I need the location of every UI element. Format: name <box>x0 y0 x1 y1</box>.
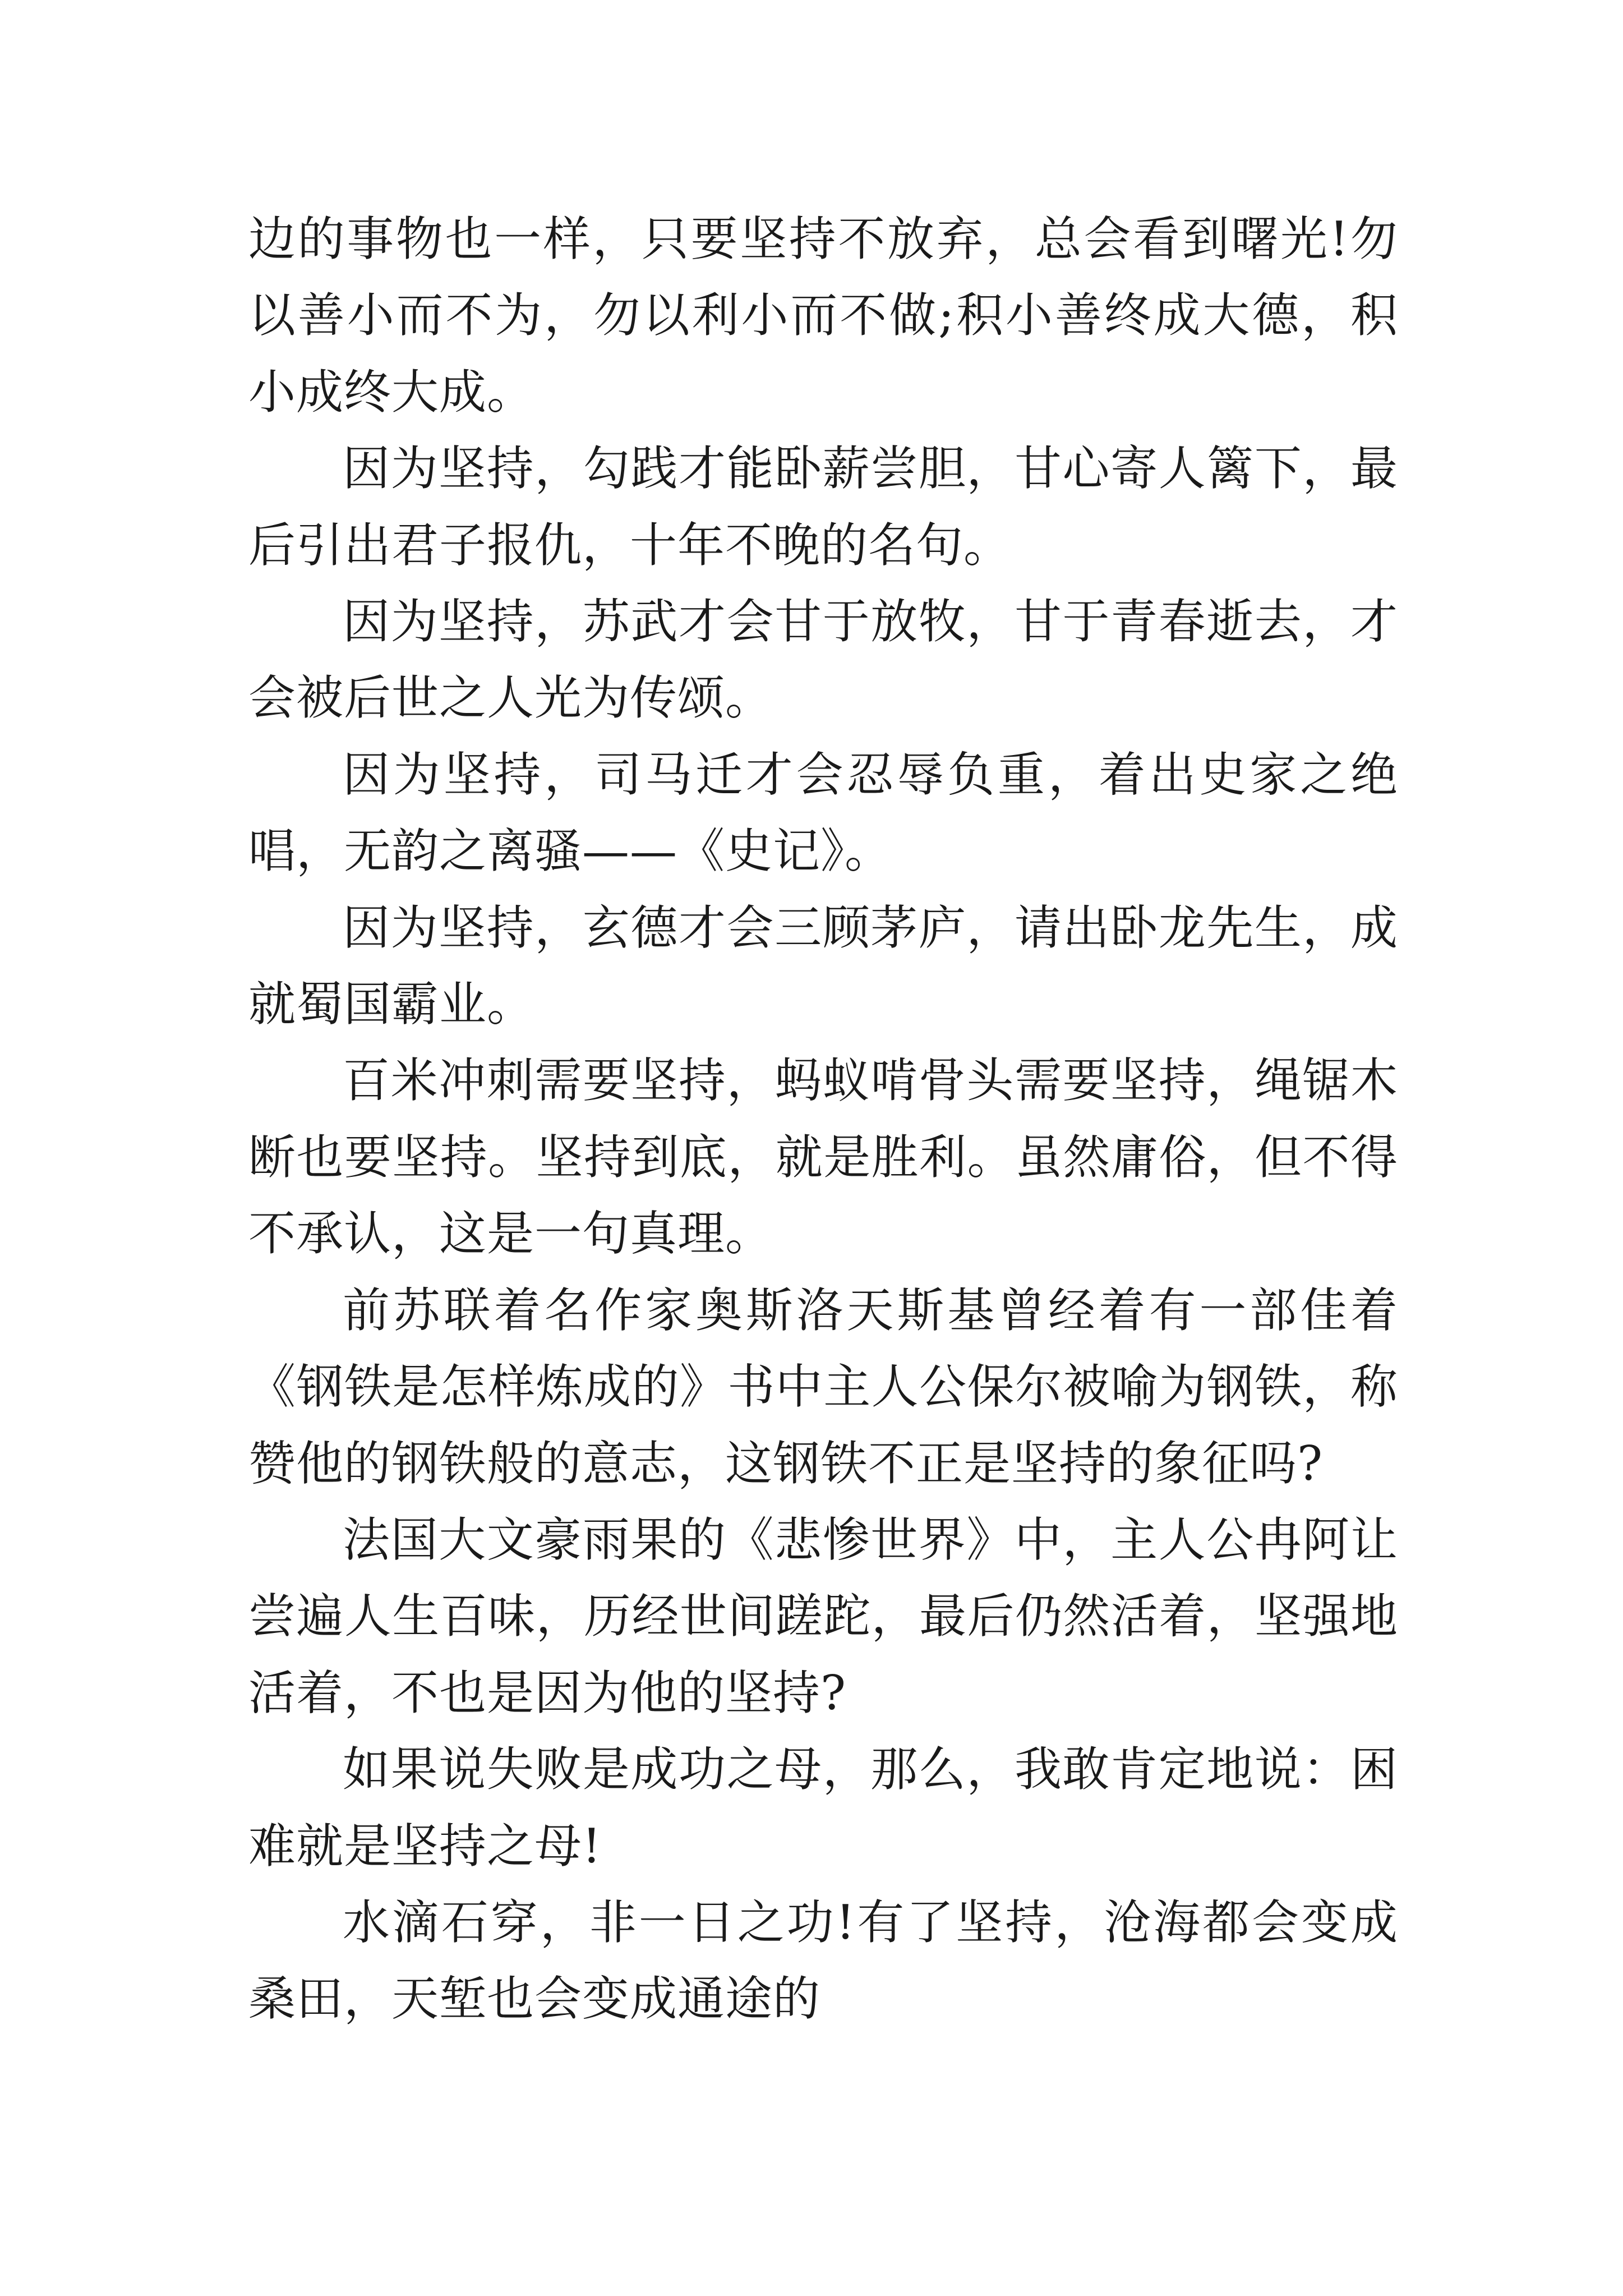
paragraph-simaqian: 因为坚持，司马迁才会忍辱负重，着出史家之绝唱，无韵之离骚——《史记》。 <box>248 747 1398 879</box>
paragraph-difficulty: 如果说失败是成功之母，那么，我敢肯定地说：困难就是坚持之母! <box>248 1742 1398 1874</box>
paragraph-suwu: 因为坚持，苏武才会甘于放牧，甘于青春逝去，才会被后世之人光为传颂。 <box>248 594 1398 726</box>
paragraph-xuande: 因为坚持，玄德才会三顾茅庐，请出卧龙先生，成就蜀国霸业。 <box>248 900 1398 1032</box>
paragraph-les-miserables: 法国大文豪雨果的《悲惨世界》中，主人公冉阿让尝遍人生百味，历经世间蹉跎，最后仍然活着，坚强地活着，不也是因为他的坚持? <box>248 1512 1398 1720</box>
paragraph-continued: 边的事物也一样，只要坚持不放弃，总会看到曙光!勿以善小而不为，勿以利小而不做;积小善终成大德，积小成终大成。 <box>248 211 1398 420</box>
paragraph-goujian: 因为坚持，勾践才能卧薪尝胆，甘心寄人篱下，最后引出君子报仇，十年不晚的名句。 <box>248 441 1398 573</box>
paragraph-persistence-truth: 百米冲刺需要坚持，蚂蚁啃骨头需要坚持，绳锯木断也要坚持。坚持到底，就是胜利。虽然庸俗，但不得不承认，这是一句真理。 <box>248 1053 1398 1262</box>
paragraph-steel: 前苏联着名作家奥斯洛天斯基曾经着有一部佳着《钢铁是怎样炼成的》书中主人公保尔被喻为钢铁，称赞他的钢铁般的意志，这钢铁不正是坚持的象征吗? <box>248 1282 1398 1491</box>
body-text <box>248 201 1398 2037</box>
paragraph-water-drop: 水滴石穿，非一日之功!有了坚持，沧海都会变成桑田，天堑也会变成通途的 <box>248 1894 1398 2027</box>
